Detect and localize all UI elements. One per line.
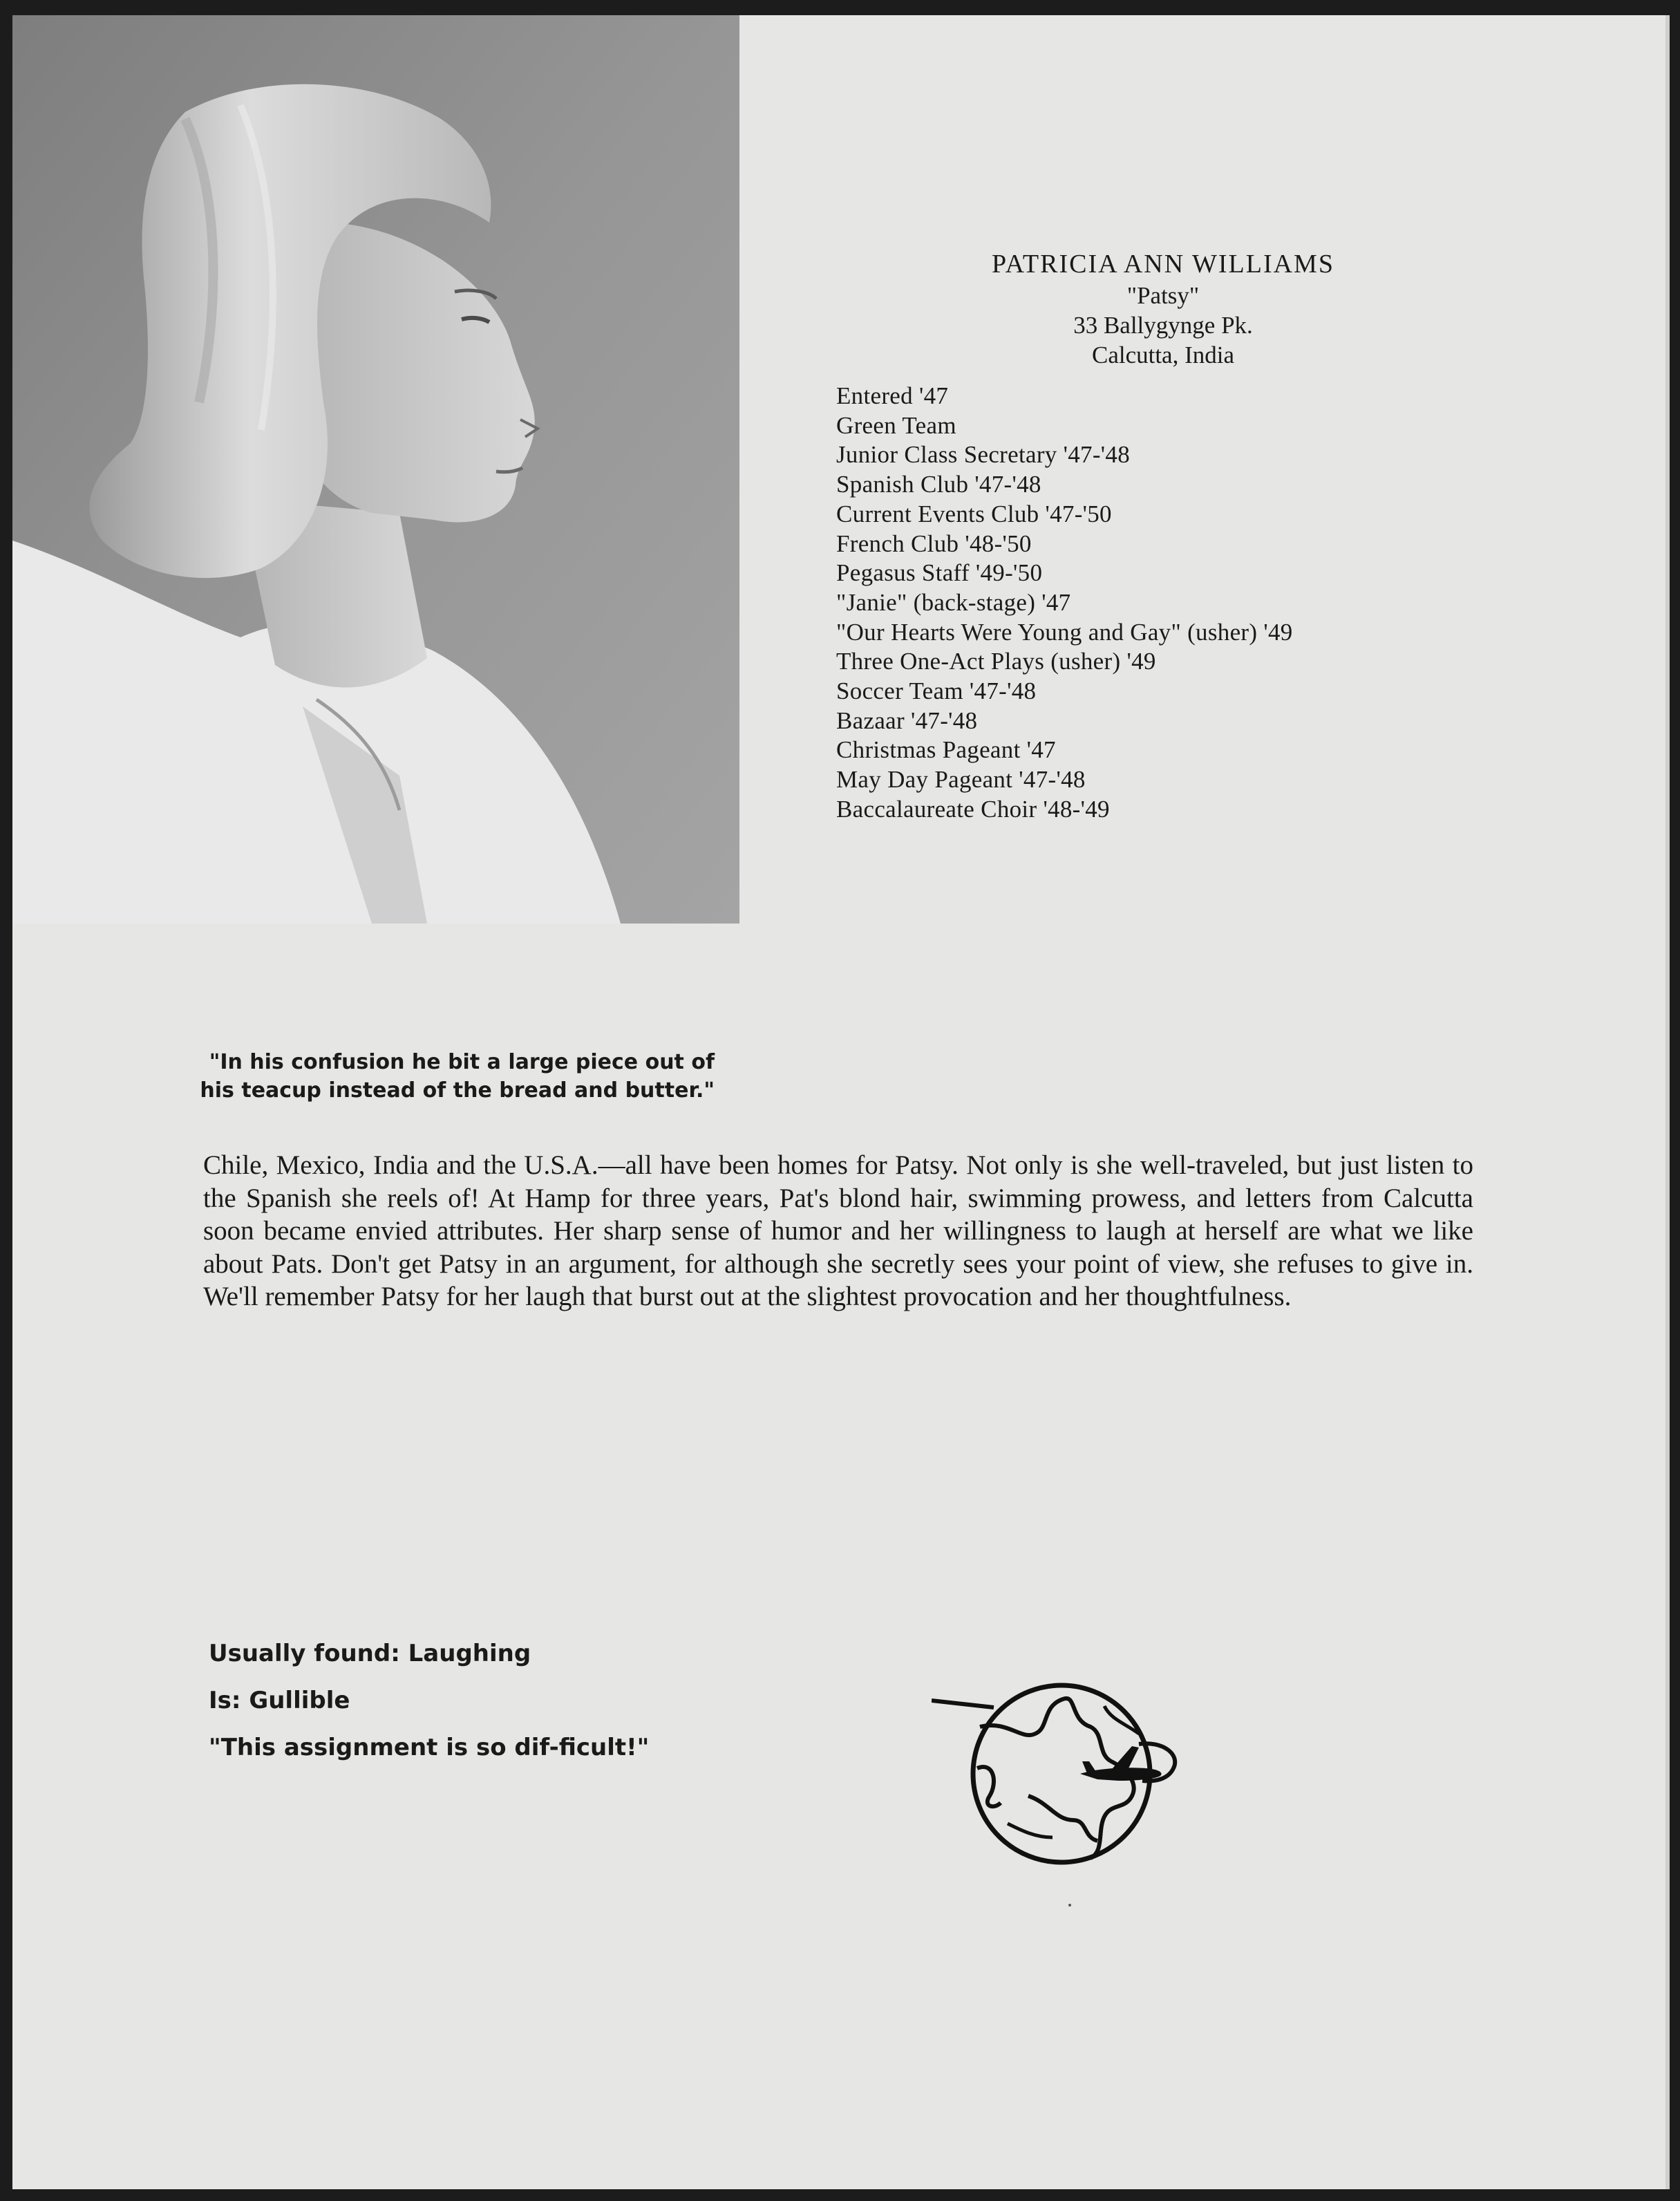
favorite-saying: "This assignment is so dif-ficult!" <box>209 1734 650 1761</box>
activity-item: "Our Hearts Were Young and Gay" (usher) '49 <box>836 618 1293 646</box>
usually-found: Usually found: Laughing <box>209 1640 531 1667</box>
activity-item: "Janie" (back-stage) '47 <box>836 588 1071 616</box>
activity-item: Pegasus Staff '49-'50 <box>836 559 1043 587</box>
quote-line-1: "In his confusion he bit a large piece out of <box>209 1050 715 1074</box>
student-name: PATRICIA ANN WILLIAMS <box>992 250 1334 279</box>
activities-list <box>836 382 1293 825</box>
activity-item: Junior Class Secretary '47-'48 <box>836 441 1131 469</box>
yearbook-page <box>12 15 1670 2189</box>
caption-quote <box>148 1048 715 1105</box>
activity-item: Entered '47 <box>836 382 949 409</box>
activity-item: Three One-Act Plays (usher) '49 <box>836 648 1156 675</box>
activity-item: Christmas Pageant '47 <box>836 736 1056 764</box>
quote-line-2: his teacup instead of the bread and butter." <box>200 1078 715 1103</box>
student-nickname: "Patsy" <box>1126 282 1200 309</box>
student-biography: Chile, Mexico, India and the U.S.A.—all have been homes for Patsy. Not only is she well-traveled, but just listen to the Spanish she reels of! At Hamp for three years, Pat's blond hair, swimming prowess, and letters from Calcutta soon became envied attributes. Her sharp sense of humor and her willingness to laugh at herself are what we like about Pats. Don't get Patsy in an argument, for although she secretly sees your point of view, she refuses to give in. We'll remember Patsy for her laugh that burst out at the slightest provocation and her thoughtfulness. <box>203 1150 1473 1311</box>
globe-airplane-icon <box>932 1665 1236 1872</box>
activity-item: Baccalaureate Choir '48-'49 <box>836 795 1110 823</box>
activity-item: Spanish Club '47-'48 <box>836 471 1041 498</box>
activity-item: Soccer Team '47-'48 <box>836 677 1037 705</box>
traits-block <box>209 1630 649 1771</box>
activity-item: French Club '48-'50 <box>836 530 1032 557</box>
address-line-1: 33 Ballygynge Pk. <box>1073 312 1253 339</box>
print-speck <box>1068 1904 1071 1907</box>
activity-item: Bazaar '47-'48 <box>836 706 978 734</box>
address-line-2: Calcutta, India <box>1091 341 1235 368</box>
activity-item: May Day Pageant '47-'48 <box>836 766 1086 794</box>
activity-item: Current Events Club '47-'50 <box>836 500 1112 527</box>
student-header <box>814 247 1512 370</box>
is-trait: Is: Gullible <box>209 1687 350 1714</box>
student-portrait <box>12 15 739 924</box>
activity-item: Green Team <box>836 411 956 439</box>
